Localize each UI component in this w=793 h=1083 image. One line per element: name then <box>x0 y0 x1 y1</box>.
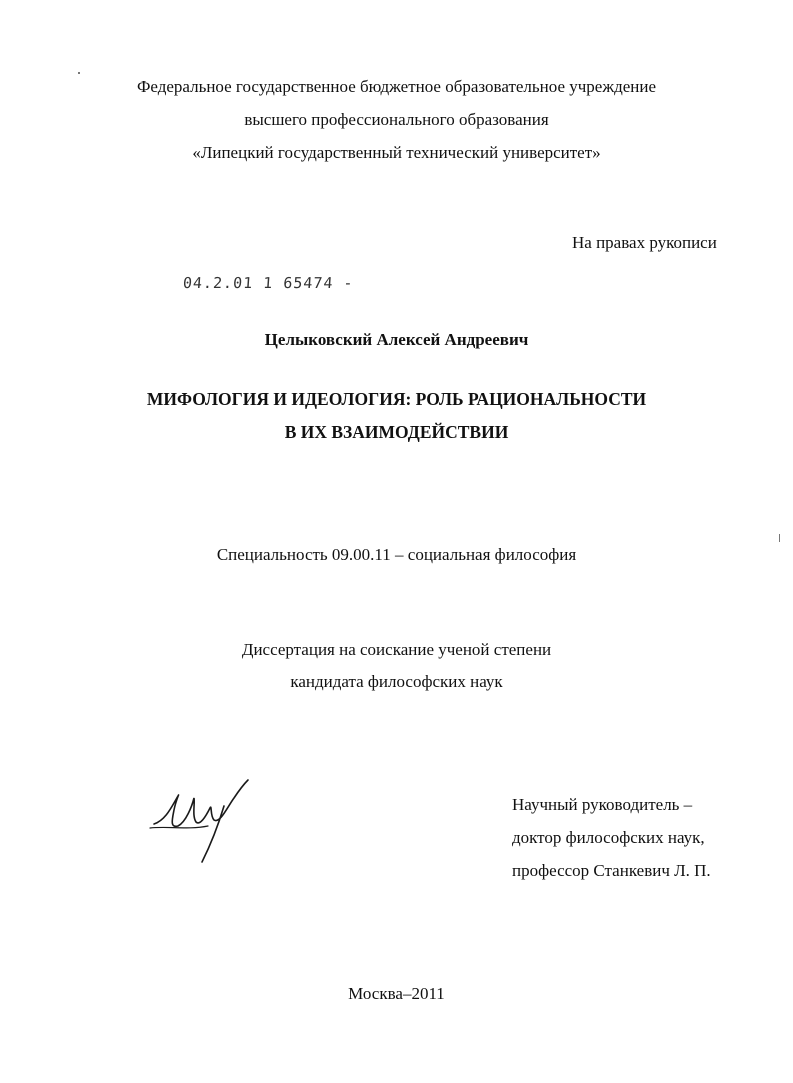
supervisor-line-1: Научный руководитель – <box>512 795 693 814</box>
handwritten-signature <box>148 776 258 866</box>
rights-note: На правах рукописи <box>572 233 717 252</box>
dissertation-title-line-1: МИФОЛОГИЯ И ИДЕОЛОГИЯ: РОЛЬ РАЦИОНАЛЬНОСТИ <box>146 389 647 409</box>
author-name: Целыковский Алексей Андреевич <box>264 330 529 349</box>
institution-line-2: высшего профессионального образования <box>244 110 549 129</box>
institution-line-3: «Липецкий государственный технический университет» <box>192 143 601 162</box>
specialty-line: Специальность 09.00.11 – социальная философия <box>216 545 577 564</box>
supervisor-line-3: профессор Станкевич Л. П. <box>512 861 711 880</box>
supervisor-line-2: доктор философских наук, <box>512 828 705 847</box>
scan-speck <box>78 72 80 74</box>
scan-speck <box>779 534 780 542</box>
degree-line-1: Диссертация на соискание ученой степени <box>241 640 552 659</box>
city-year: Москва–2011 <box>348 984 445 1003</box>
degree-line-2: кандидата философских наук <box>290 672 503 691</box>
institution-line-1: Федеральное государственное бюджетное образовательное учреждение <box>136 77 657 96</box>
archive-stamp-code: 04.2.01 1 65474 - <box>182 274 355 292</box>
dissertation-title-line-2: В ИХ ВЗАИМОДЕЙСТВИИ <box>284 422 509 442</box>
